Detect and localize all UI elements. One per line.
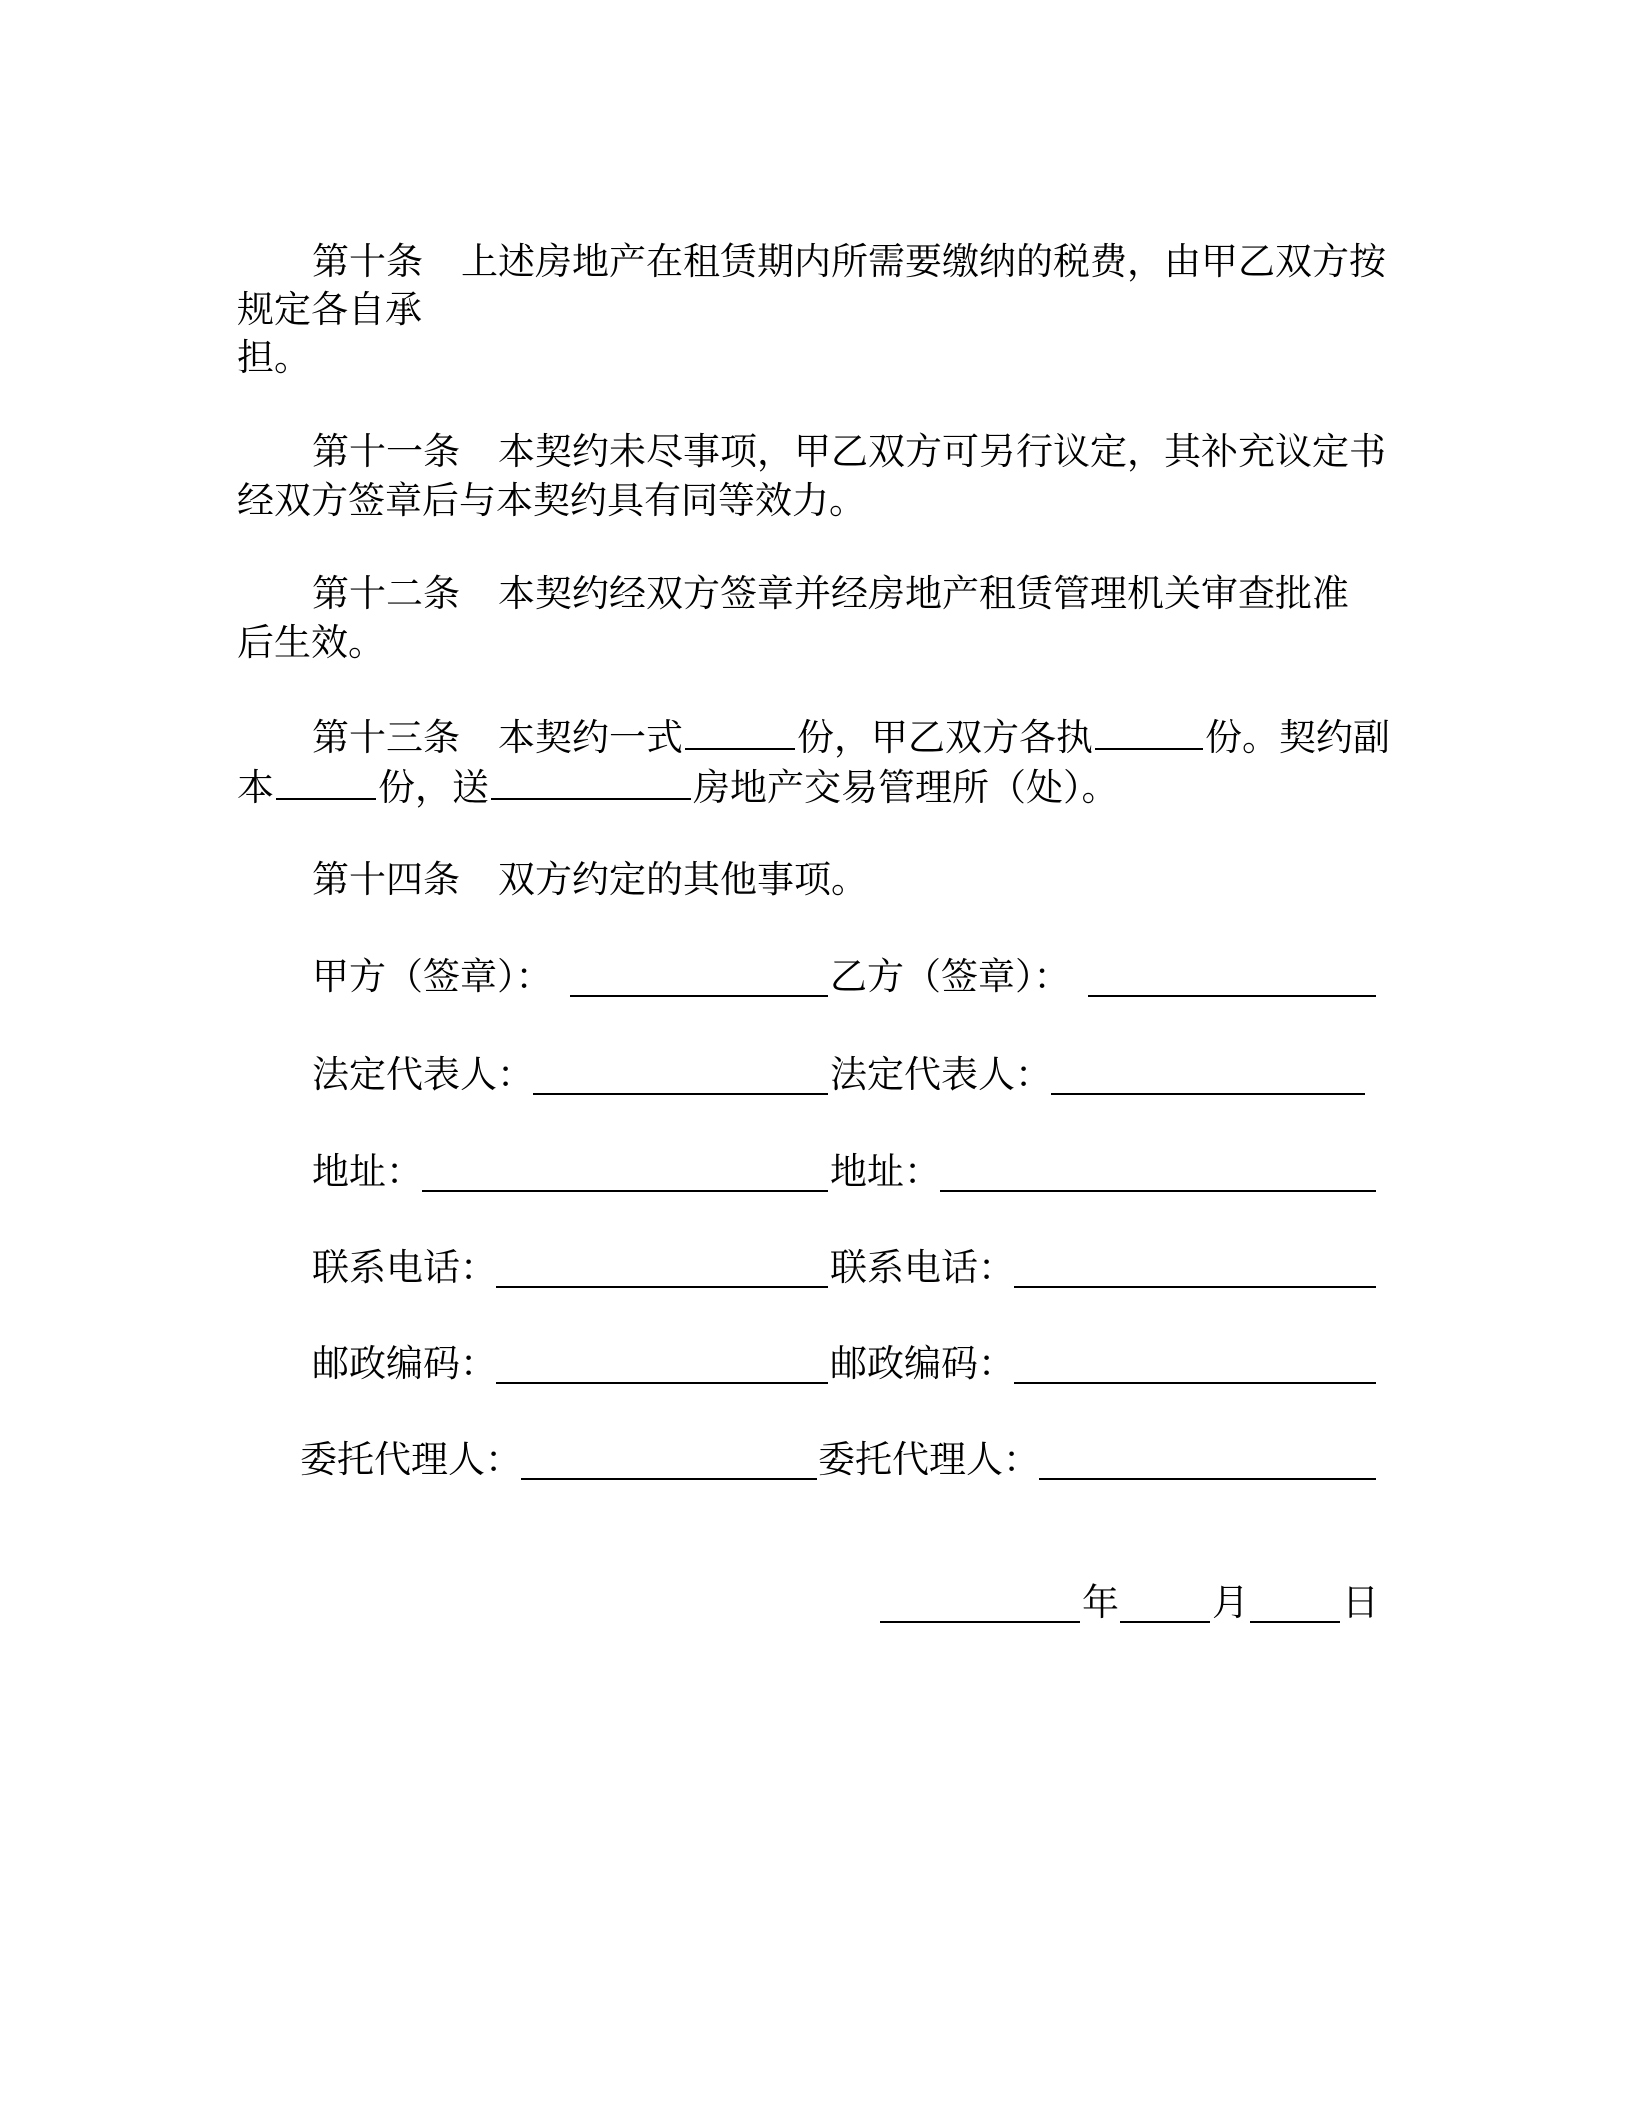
- date-year-label: 年: [1082, 1581, 1119, 1624]
- date-day-field[interactable]: [1250, 1621, 1340, 1623]
- party-b-legal-rep-field[interactable]: [1051, 1093, 1365, 1095]
- article-14-number: 第十四条: [312, 858, 460, 901]
- date-month-field[interactable]: [1120, 1621, 1210, 1623]
- article-12-number: 第十二条: [312, 572, 460, 615]
- party-a-phone-field[interactable]: [496, 1286, 828, 1288]
- party-b-phone-label: 联系电话：: [830, 1246, 1015, 1289]
- date-year-field[interactable]: [880, 1621, 1080, 1623]
- party-b-address-label: 地址：: [830, 1150, 941, 1193]
- party-b-legal-rep-label: 法定代表人：: [830, 1053, 1052, 1096]
- copies-total-blank[interactable]: [685, 712, 795, 750]
- article-11-line1: [312, 427, 1386, 477]
- party-a-phone-label: 联系电话：: [312, 1246, 497, 1289]
- party-b-phone-field[interactable]: [1014, 1286, 1376, 1288]
- party-b-agent-label: 委托代理人：: [818, 1438, 1040, 1481]
- party-a-postcode-label: 邮政编码：: [312, 1342, 497, 1385]
- copies-each-blank[interactable]: [1095, 712, 1203, 750]
- article-13-line2: [237, 762, 1119, 813]
- article-10-line1: [312, 237, 1386, 287]
- article-10-number: 第十条: [312, 240, 423, 283]
- party-a-address-field[interactable]: [422, 1190, 828, 1192]
- article-14-line: [312, 855, 868, 905]
- article-13-seg6: 房地产交易管理所（处）。: [693, 766, 1119, 809]
- registry-office-blank[interactable]: [491, 762, 691, 800]
- party-b-postcode-field[interactable]: [1014, 1382, 1376, 1384]
- date-day-label: 日: [1342, 1581, 1379, 1624]
- article-13-seg3: 份。契约副: [1205, 716, 1390, 759]
- party-b-address-field[interactable]: [940, 1190, 1376, 1192]
- article-12-line2: 后生效。: [237, 621, 385, 664]
- party-a-legal-rep-label: 法定代表人：: [312, 1053, 534, 1096]
- article-13-line1: [312, 712, 1390, 763]
- article-12-text: 本契约经双方签章并经房地产租赁管理机关审查批准: [498, 572, 1349, 615]
- article-10-line2: 规定各自承: [237, 288, 422, 331]
- party-a-label: 甲方（签章）：: [312, 955, 553, 998]
- party-a-legal-rep-field[interactable]: [533, 1093, 828, 1095]
- article-13-seg4: 本: [237, 766, 274, 809]
- article-10-line3: 担。: [237, 336, 311, 379]
- copies-duplicate-blank[interactable]: [276, 762, 376, 800]
- date-month-label: 月: [1212, 1581, 1249, 1624]
- article-11-line2: 经双方签章后与本契约具有同等效力。: [237, 479, 866, 522]
- party-a-address-label: 地址：: [312, 1150, 423, 1193]
- party-a-postcode-field[interactable]: [496, 1382, 828, 1384]
- article-13-seg2: 份，甲乙双方各执: [797, 716, 1093, 759]
- article-10-text: 上述房地产在租赁期内所需要缴纳的税费，由甲乙双方按: [461, 240, 1386, 283]
- article-13-number: 第十三条: [312, 716, 460, 759]
- party-a-signature-field[interactable]: [570, 995, 828, 997]
- party-a-agent-field[interactable]: [521, 1478, 817, 1480]
- article-12-line1: [312, 569, 1349, 619]
- article-11-text: 本契约未尽事项，甲乙双方可另行议定，其补充议定书: [498, 430, 1386, 473]
- party-a-agent-label: 委托代理人：: [300, 1438, 522, 1481]
- article-11-number: 第十一条: [312, 430, 460, 473]
- article-13-seg1: 本契约一式: [498, 716, 683, 759]
- party-b-label: 乙方（签章）：: [830, 955, 1071, 998]
- article-13-seg5: 份，送: [378, 766, 489, 809]
- party-b-postcode-label: 邮政编码：: [830, 1342, 1015, 1385]
- party-b-agent-field[interactable]: [1039, 1478, 1376, 1480]
- article-14-text: 双方约定的其他事项。: [498, 858, 868, 901]
- party-b-signature-field[interactable]: [1088, 995, 1376, 997]
